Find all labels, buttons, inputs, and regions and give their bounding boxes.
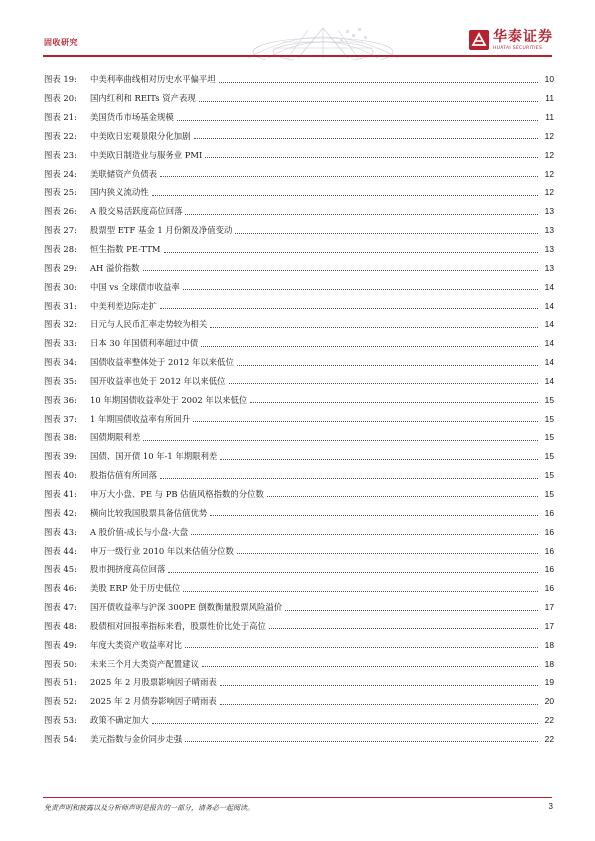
toc-entry[interactable] [44, 503, 554, 522]
toc-entry-page: 18 [544, 658, 554, 669]
toc-entry-page: 16 [544, 507, 554, 518]
toc-entry-label: 图表 39: [44, 451, 77, 462]
toc-dot-leader [160, 478, 538, 479]
toc-entry-title: 2025 年 2 月债券影响因子晴雨表 [90, 696, 217, 707]
disclaimer-note: 免责声明和披露以及分析师声明是报告的一部分，请务必一起阅读。 [44, 804, 254, 812]
toc-entry[interactable] [44, 428, 554, 447]
toc-entry-label: 图表 33: [44, 338, 77, 349]
toc-dot-leader [152, 195, 538, 196]
toc-entry-page: 15 [544, 413, 554, 424]
toc-entry[interactable] [44, 635, 554, 654]
toc-entry-label: 图表 47: [44, 602, 77, 613]
toc-dot-leader [210, 515, 538, 516]
toc-dot-leader [237, 553, 538, 554]
toc-entry-label: 图表 29: [44, 262, 77, 273]
toc-entry[interactable] [44, 711, 554, 730]
toc-entry-title: 美股 ERP 处于历史低位 [90, 583, 181, 594]
toc-entry-label: 图表 51: [44, 677, 77, 688]
toc-entry-page: 11 [545, 93, 554, 104]
page-number: 3 [548, 802, 553, 811]
toc-entry-label: 图表 26: [44, 206, 77, 217]
toc-entry-label: 图表 42: [44, 507, 77, 518]
toc-entry-title: 股票型 ETF 基金 1 月份额及净值变动 [90, 225, 233, 236]
toc-entry-page: 17 [544, 602, 554, 613]
toc-entry-title: 申万大小盘、PE 与 PB 估值风格指数的分位数 [90, 488, 264, 499]
toc-entry-label: 图表 31: [44, 300, 77, 311]
logo-english-name: HUATAI SECURITIES [493, 46, 543, 51]
toc-entry[interactable] [44, 390, 554, 409]
toc-entry[interactable] [44, 541, 554, 560]
toc-dot-leader [250, 402, 538, 403]
toc-entry-page: 13 [544, 206, 554, 217]
toc-entry-page: 19 [544, 677, 554, 688]
toc-entry[interactable] [44, 579, 554, 598]
toc-entry-title: 股市拥挤度高位回落 [90, 564, 166, 575]
toc-entry-title: 日本 30 年国债利率超过中债 [90, 338, 199, 349]
section-label: 固收研究 [44, 37, 78, 47]
toc-entry[interactable] [44, 447, 554, 466]
toc-entry[interactable] [44, 730, 554, 749]
toc-dot-leader [220, 704, 538, 705]
toc-entry-title: 中美利差边际走扩 [90, 300, 157, 311]
toc-entry-title: 政策不确定加大 [90, 715, 149, 726]
toc-entry-label: 图表 19: [44, 74, 77, 85]
toc-entry[interactable] [44, 315, 554, 334]
toc-entry-page: 14 [544, 375, 554, 386]
toc-entry-page: 12 [544, 149, 554, 160]
toc-entry-title: AH 溢价指数 [90, 262, 140, 273]
logo-chinese-name: 华泰证券 [493, 29, 553, 45]
toc-entry-title: A 股价值-成长与小盘-大盘 [90, 526, 189, 537]
toc-entry-page: 14 [544, 300, 554, 311]
toc-entry-page: 15 [544, 488, 554, 499]
toc-dot-leader [219, 82, 538, 83]
toc-dot-leader [285, 610, 538, 611]
toc-entry-title: 10 年期国债收益率处于 2002 年以来低位 [90, 394, 248, 405]
toc-entry-page: 14 [544, 281, 554, 292]
toc-entry-label: 图表 21: [44, 112, 77, 123]
toc-entry-title: 美国货币市场基金规模 [90, 112, 174, 123]
toc-dot-leader [185, 214, 538, 215]
toc-entry-title: 年度大类资产收益率对比 [90, 639, 183, 650]
toc-entry-label: 图表 53: [44, 715, 77, 726]
toc-entry[interactable] [44, 598, 554, 617]
toc-entry[interactable] [44, 258, 554, 277]
toc-dot-leader [237, 365, 538, 366]
toc-entry[interactable] [44, 654, 554, 673]
toc-entry-label: 图表 52: [44, 696, 77, 707]
footer-divider [43, 797, 552, 798]
toc-entry-page: 13 [544, 262, 554, 273]
toc-dot-leader [143, 440, 538, 441]
toc-entry-page: 10 [544, 74, 554, 85]
toc-entry-page: 16 [544, 583, 554, 594]
toc-entry-page: 13 [544, 225, 554, 236]
toc-entry[interactable] [44, 673, 554, 692]
toc-entry[interactable] [44, 692, 554, 711]
toc-entry[interactable] [44, 127, 554, 146]
toc-entry-label: 图表 54: [44, 733, 77, 744]
toc-entry-label: 图表 35: [44, 375, 77, 386]
huatai-logo-icon [469, 30, 489, 50]
toc-dot-leader [193, 421, 538, 422]
toc-entry-page: 14 [544, 357, 554, 368]
toc-dot-leader [199, 101, 538, 102]
toc-entry-title: 美联储资产负债表 [90, 168, 157, 179]
toc-dot-leader [269, 628, 538, 629]
toc-dot-leader [267, 496, 538, 497]
toc-entry[interactable] [44, 334, 554, 353]
toc-entry[interactable] [44, 616, 554, 635]
toc-dot-leader [201, 346, 538, 347]
toc-dot-leader [183, 289, 538, 290]
toc-entry-page: 16 [544, 564, 554, 575]
toc-entry-title: 国内狭义流动性 [90, 187, 149, 198]
toc-dot-leader [235, 233, 538, 234]
toc-dot-leader [191, 534, 538, 535]
toc-entry[interactable] [44, 70, 554, 89]
toc-entry-label: 图表 48: [44, 620, 77, 631]
toc-entry-title: 国内红利和 REITs 资产表现 [90, 93, 196, 104]
toc-entry-page: 14 [544, 338, 554, 349]
toc-entry[interactable] [44, 296, 554, 315]
figure-index-list [44, 70, 554, 748]
toc-dot-leader [177, 120, 538, 121]
toc-entry-title: 股指估值有所回落 [90, 470, 157, 481]
toc-entry-page: 15 [544, 451, 554, 462]
toc-entry[interactable] [44, 183, 554, 202]
toc-entry[interactable] [44, 145, 554, 164]
toc-entry-page: 14 [544, 319, 554, 330]
toc-entry-label: 图表 34: [44, 357, 77, 368]
toc-dot-leader [229, 383, 538, 384]
toc-entry-label: 图表 20: [44, 93, 77, 104]
toc-entry-page: 16 [544, 526, 554, 537]
toc-entry[interactable] [44, 522, 554, 541]
toc-dot-leader [143, 270, 538, 271]
toc-entry-label: 图表 24: [44, 168, 77, 179]
toc-dot-leader [183, 591, 538, 592]
toc-entry-page: 15 [544, 470, 554, 481]
toc-entry-page: 18 [544, 639, 554, 650]
toc-entry-label: 图表 41: [44, 488, 77, 499]
toc-entry[interactable] [44, 108, 554, 127]
toc-entry-title: 恒生指数 PE-TTM [90, 244, 161, 255]
toc-entry-page: 22 [544, 733, 554, 744]
toc-entry-label: 图表 30: [44, 281, 77, 292]
toc-entry-title: 国开债收益率与沪深 300PE 倒数衡量股票风险溢价 [90, 602, 283, 613]
toc-entry-page: 22 [544, 715, 554, 726]
toc-entry-page: 13 [544, 244, 554, 255]
toc-entry-label: 图表 40: [44, 470, 77, 481]
toc-dot-leader [185, 647, 538, 648]
toc-entry-title: 中美欧日宏观景限分化加剧 [90, 130, 191, 141]
toc-entry[interactable] [44, 240, 554, 259]
toc-dot-leader [210, 327, 538, 328]
toc-entry[interactable] [44, 466, 554, 485]
toc-dot-leader [202, 666, 538, 667]
toc-entry-label: 图表 38: [44, 432, 77, 443]
toc-dot-leader [168, 572, 538, 573]
toc-entry-label: 图表 32: [44, 319, 77, 330]
company-logo [469, 30, 553, 52]
toc-entry-label: 图表 46: [44, 583, 77, 594]
toc-entry-label: 图表 50: [44, 658, 77, 669]
toc-entry-title: 国债收益率整体处于 2012 年以来低位 [90, 357, 234, 368]
toc-entry[interactable] [44, 372, 554, 391]
toc-entry-title: 2025 年 2 月股票影响因子晴雨表 [90, 677, 217, 688]
toc-entry-label: 图表 49: [44, 639, 77, 650]
toc-entry-page: 15 [544, 394, 554, 405]
toc-entry-label: 图表 37: [44, 413, 77, 424]
toc-entry-title: 国债、国开债 10 年-1 年期限利差 [90, 451, 218, 462]
toc-entry[interactable] [44, 164, 554, 183]
toc-entry-label: 图表 36: [44, 394, 77, 405]
toc-entry[interactable] [44, 560, 554, 579]
toc-dot-leader [220, 685, 538, 686]
toc-entry-title: 中美欧日制造业与服务业 PMI [90, 149, 203, 160]
toc-entry-title: 横向比较我国股票具备估值优势 [90, 507, 208, 518]
toc-entry[interactable] [44, 221, 554, 240]
toc-dot-leader [160, 308, 538, 309]
toc-entry-label: 图表 22: [44, 130, 77, 141]
toc-entry-title: A 股交易活跃度高位回落 [90, 206, 183, 217]
toc-dot-leader [164, 252, 538, 253]
toc-dot-leader [185, 741, 538, 742]
toc-entry[interactable] [44, 277, 554, 296]
toc-dot-leader [220, 459, 538, 460]
toc-entry-label: 图表 45: [44, 564, 77, 575]
toc-entry-page: 20 [544, 696, 554, 707]
toc-entry[interactable] [44, 202, 554, 221]
toc-entry[interactable] [44, 353, 554, 372]
toc-dot-leader [205, 157, 538, 158]
toc-entry-title: 股债相对回报率指标来看，股票性价比处于高位 [90, 620, 266, 631]
toc-entry-page: 12 [544, 187, 554, 198]
toc-entry-title: 1 年期国债收益率有所回升 [90, 413, 191, 424]
toc-entry-page: 12 [544, 130, 554, 141]
toc-entry-label: 图表 43: [44, 526, 77, 537]
toc-entry-label: 图表 25: [44, 187, 77, 198]
toc-entry[interactable] [44, 89, 554, 108]
toc-dot-leader [152, 723, 538, 724]
toc-entry-page: 11 [545, 112, 554, 123]
toc-entry-label: 图表 23: [44, 149, 77, 160]
toc-entry-title: 中国 vs 全球债市收益率 [90, 281, 180, 292]
toc-entry[interactable] [44, 485, 554, 504]
toc-entry-title: 中美利率曲线相对历史水平偏平坦 [90, 74, 216, 85]
toc-dot-leader [160, 176, 538, 177]
toc-entry-page: 17 [544, 620, 554, 631]
toc-entry-title: 申万一级行业 2010 年以来估值分位数 [90, 545, 234, 556]
toc-entry-label: 图表 44: [44, 545, 77, 556]
toc-entry-title: 未来三个月大类资产配置建议 [90, 658, 199, 669]
toc-entry[interactable] [44, 409, 554, 428]
toc-entry-page: 16 [544, 545, 554, 556]
page-header [0, 0, 595, 62]
toc-dot-leader [194, 138, 539, 139]
toc-entry-page: 15 [544, 432, 554, 443]
toc-entry-title: 日元与人民币汇率走势较为相关 [90, 319, 208, 330]
toc-entry-label: 图表 28: [44, 244, 77, 255]
toc-entry-title: 美元指数与金价同步走强 [90, 733, 183, 744]
toc-entry-title: 国债期限利差 [90, 432, 141, 443]
toc-entry-page: 12 [544, 168, 554, 179]
toc-entry-label: 图表 27: [44, 225, 77, 236]
header-divider [43, 55, 552, 57]
toc-entry-title: 国开收益率也处于 2012 年以来低位 [90, 375, 226, 386]
